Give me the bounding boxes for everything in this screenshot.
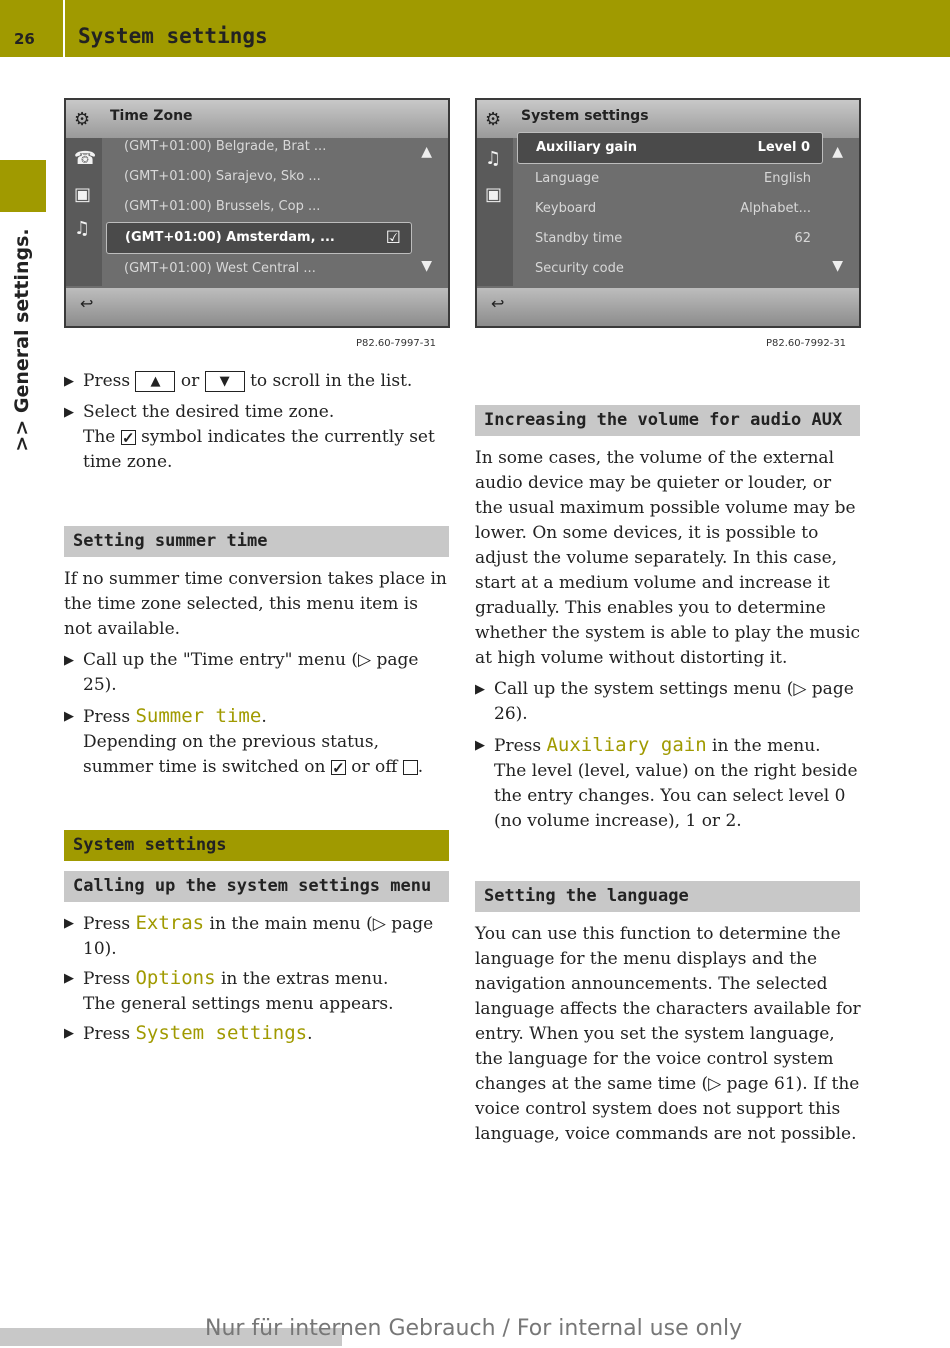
instruction-step <box>475 677 861 727</box>
step-text: Press <box>83 914 131 934</box>
page-title: System settings <box>78 24 268 48</box>
bullet-icon: ▶ <box>64 653 74 668</box>
side-tab-label: >> General settings. <box>11 228 33 452</box>
list-item <box>517 224 823 254</box>
aux-section <box>475 446 861 834</box>
step-text: Press <box>494 736 542 756</box>
list-item: (GMT+01:00) Sarajevo, Sko ... <box>124 169 321 184</box>
step-text: The <box>83 427 116 447</box>
paragraph: If no summer time conversion takes place in the time zone selected, this menu item is not available. <box>64 569 447 639</box>
instruction-step: ▶ Press Summer time. Depending on the previous status, summer time is switched on ✓ or off . <box>64 705 424 777</box>
bullet-icon: ▶ <box>475 682 485 697</box>
section-heading: Increasing the volume for audio AUX <box>475 405 860 436</box>
section-heading: Setting summer time <box>64 526 449 557</box>
section-heading-main: System settings <box>64 830 449 861</box>
music-icon: ♫ <box>74 218 91 239</box>
bullet-icon: ▶ <box>64 374 74 389</box>
step-text: Press <box>83 371 131 391</box>
list-item-value: Alphabet... <box>740 201 811 216</box>
summer-time-section <box>64 567 450 780</box>
list-item: (GMT+01:00) West Central ... <box>124 261 316 276</box>
step-text: . <box>417 757 424 777</box>
step-text: Press <box>83 969 131 989</box>
music-icon: ♫ <box>485 148 502 169</box>
instruction-step <box>64 648 450 698</box>
time-zone-screenshot <box>64 98 450 328</box>
step-text: Depending on the previous status, summer time is switched on <box>83 732 379 777</box>
list-item-selected <box>517 132 823 164</box>
scroll-down-icon: ▼ <box>832 258 843 274</box>
checkbox-checked-icon: ✓ <box>332 759 345 777</box>
phone-icon: ☎ <box>74 148 97 169</box>
list-item-value: 62 <box>794 231 811 246</box>
header-divider <box>63 0 65 57</box>
paragraph: You can use this function to determine the language for the menu displays and the navigation announcements. The selected language affects the characters available for entry. When you set the system language, the language for the voice control system changes at the same time (▷ page 61). If the voice control system does not support this language, voice commands are not possible. <box>475 924 861 1144</box>
instruction-step <box>64 911 450 962</box>
bullet-icon: ▶ <box>64 1026 74 1041</box>
step-text: symbol indicates the currently set time zone. <box>83 427 435 472</box>
step-text: Call up the system settings menu (▷ page 26). <box>494 679 854 724</box>
settings-list <box>517 132 823 284</box>
list-item: (GMT+01:00) Belgrade, Brat ... <box>124 139 327 154</box>
screen-bottombar <box>477 288 859 326</box>
figure-caption: P82.60-7997-31 <box>356 338 437 349</box>
up-key-icon: ▲ <box>135 371 175 392</box>
menu-item-reference: Auxiliary gain <box>546 734 707 756</box>
footer-watermark: Nur für internen Gebrauch / For internal use only <box>205 1316 743 1341</box>
list-item <box>517 254 823 284</box>
list-item-selected <box>106 222 412 254</box>
gear-icon: ⚙ <box>74 109 91 130</box>
screen-title: Time Zone <box>110 108 193 124</box>
screen-bottombar <box>66 288 448 326</box>
scroll-down-icon: ▼ <box>421 258 432 274</box>
step-text: Press <box>83 1024 131 1044</box>
instruction-step <box>64 966 450 1017</box>
instruction-step <box>475 733 861 834</box>
list-item-label: (GMT+01:00) Amsterdam, ... <box>125 230 335 245</box>
system-settings-screenshot <box>475 98 861 328</box>
list-item <box>517 164 823 194</box>
down-key-icon: ▼ <box>205 371 245 392</box>
back-icon: ↩ <box>491 294 505 313</box>
instruction-step <box>64 400 450 475</box>
list-item-label: Language <box>535 171 600 186</box>
step-text: in the menu. <box>712 736 821 756</box>
check-icon: ☑ <box>385 228 401 248</box>
list-item-label: Security code <box>535 261 624 276</box>
list-item-label: Auxiliary gain <box>536 140 638 155</box>
language-section <box>475 922 861 1147</box>
step-text: The level (level, value) on the right beside the entry changes. You can select level 0 (no volume increase), 1 or 2. <box>494 761 858 831</box>
step-text: Call up the "Time entry" menu (▷ page 25). <box>83 650 419 695</box>
page-header <box>0 0 950 57</box>
menu-item-reference: Options <box>135 967 216 989</box>
list-item-label: Standby time <box>535 231 623 246</box>
section-heading: Setting the language <box>475 881 860 912</box>
menu-item-reference: System settings <box>135 1022 308 1044</box>
step-text: or off <box>351 757 398 777</box>
gear-icon: ⚙ <box>485 109 502 130</box>
scroll-up-icon: ▲ <box>421 144 432 160</box>
side-tab-marker <box>0 160 46 212</box>
step-text: to scroll in the list. <box>250 371 413 391</box>
menu-item-reference: Extras <box>135 912 205 934</box>
step-text: The general settings menu appears. <box>83 994 394 1014</box>
checkbox-checked-icon: ✓ <box>121 429 135 447</box>
left-column-top <box>64 369 450 475</box>
instruction-step <box>64 369 450 394</box>
scroll-up-icon: ▲ <box>832 144 843 160</box>
navigation-icon: ▣ <box>74 184 92 205</box>
bullet-icon: ▶ <box>64 709 74 724</box>
page-number: 26 <box>14 30 35 48</box>
time-zone-list <box>106 132 412 284</box>
paragraph: In some cases, the volume of the external audio device may be quieter or louder, or the usual maximum possible volume may be lower. On some devices, it is possible to adjust the volume separately. In this case, start at a medium volume and increase it gradually. This enables you to determine whether the system is able to play the music at high volume without distorting it. <box>475 448 861 668</box>
step-text: . <box>307 1024 313 1044</box>
screen-title: System settings <box>521 108 649 124</box>
list-item-value: English <box>764 171 811 186</box>
list-item-value: Level 0 <box>757 140 810 155</box>
bullet-icon: ▶ <box>64 971 74 986</box>
section-heading: Calling up the system settings menu <box>64 871 449 902</box>
step-text: in the extras menu. <box>220 969 389 989</box>
back-icon: ↩ <box>80 294 94 313</box>
menu-item-reference: Summer time <box>135 705 262 727</box>
bullet-icon: ▶ <box>64 405 74 420</box>
step-text: Select the desired time zone. <box>83 402 335 422</box>
list-item-label: Keyboard <box>535 201 597 216</box>
list-item <box>517 194 823 224</box>
figure-caption: P82.60-7992-31 <box>766 338 847 349</box>
calling-section <box>64 911 450 1047</box>
step-text: Press <box>83 707 131 727</box>
bullet-icon: ▶ <box>475 738 485 753</box>
navigation-icon: ▣ <box>485 184 503 205</box>
list-item: (GMT+01:00) Brussels, Cop ... <box>124 199 321 214</box>
bullet-icon: ▶ <box>64 916 74 931</box>
step-text: in the main menu (▷ page 10). <box>83 914 434 959</box>
checkbox-empty-icon <box>403 760 418 775</box>
step-text: or <box>180 371 200 391</box>
instruction-step <box>64 1021 450 1047</box>
